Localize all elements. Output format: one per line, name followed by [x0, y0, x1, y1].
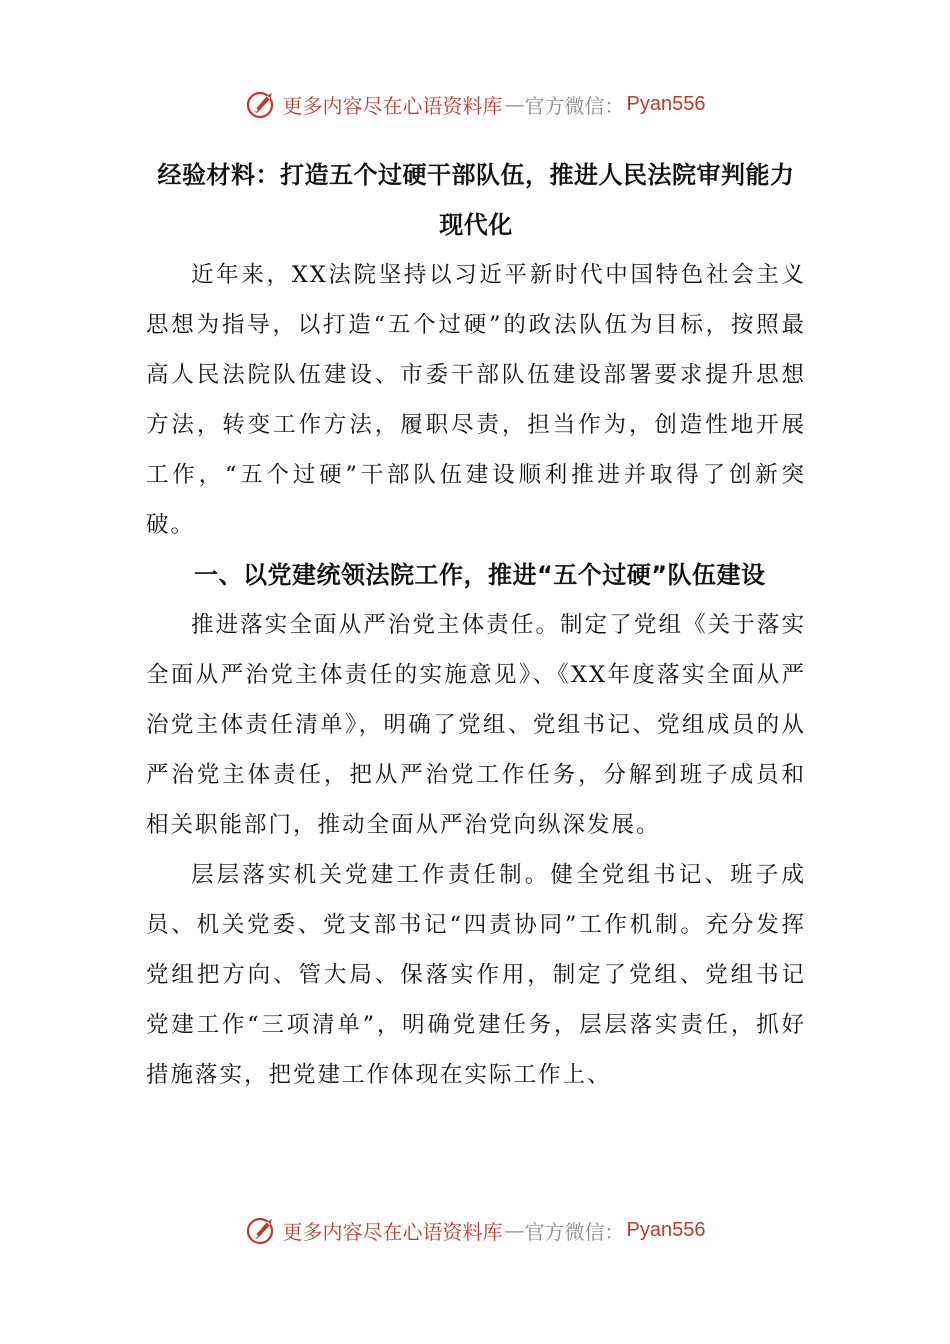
watermark-label: 官方微信：	[524, 93, 625, 118]
pen-nib-circle-icon	[245, 87, 279, 121]
watermark-header	[0, 84, 950, 124]
section1-paragraph-1: 推进落实全面从严治党主体责任。制定了党组《关于落实全面从严治党主体责任的实施意见》、《XX年度落实全面从严治党主体责任清单》，明确了党组、党组书记、党组成员的从严治党主体责任，把从严治党工作任务，分解到班子成员和相关职能部门，推动全面从严治党向纵深发展。	[146, 612, 806, 838]
watermark-wechat-id: Pyan556	[626, 1218, 706, 1241]
document-title: 经验材料：打造五个过硬干部队伍，推进人民法院审判能力现代化	[157, 161, 795, 239]
watermark-dash: —	[504, 92, 523, 116]
watermark-footer	[0, 1210, 950, 1250]
section1-paragraph-2: 层层落实机关党建工作责任制。健全党组书记、班子成员、机关党委、党支部书记“四责协同”工作机制。充分发挥党组把方向、管大局、保落实作用，制定了党组、党组书记党建工作“三项清单”，明确党建任务，层层落实责任，抓好措施落实，把党建工作体现在实际工作上、	[146, 862, 806, 1088]
intro-paragraph: 近年来，XX法院坚持以习近平新时代中国特色社会主义思想为指导，以打造“五个过硬”的政法队伍为目标，按照最高人民法院队伍建设、市委干部队伍建设部署要求提升思想方法，转变工作方法，履职尽责，担当作为，创造性地开展工作，“五个过硬”干部队伍建设顺利推进并取得了创新突破。	[146, 262, 806, 538]
pen-nib-circle-icon	[245, 1213, 279, 1247]
document-body	[146, 150, 806, 1100]
section-heading-1: 一、以党建统领法院工作，推进“五个过硬”队伍建设	[194, 561, 766, 589]
watermark-dash: —	[504, 1218, 523, 1242]
watermark-wechat-id: Pyan556	[626, 92, 706, 115]
watermark-main-text: 更多内容尽在心语资料库	[282, 1219, 503, 1244]
watermark-main-text: 更多内容尽在心语资料库	[282, 93, 503, 118]
watermark-label: 官方微信：	[524, 1219, 625, 1244]
